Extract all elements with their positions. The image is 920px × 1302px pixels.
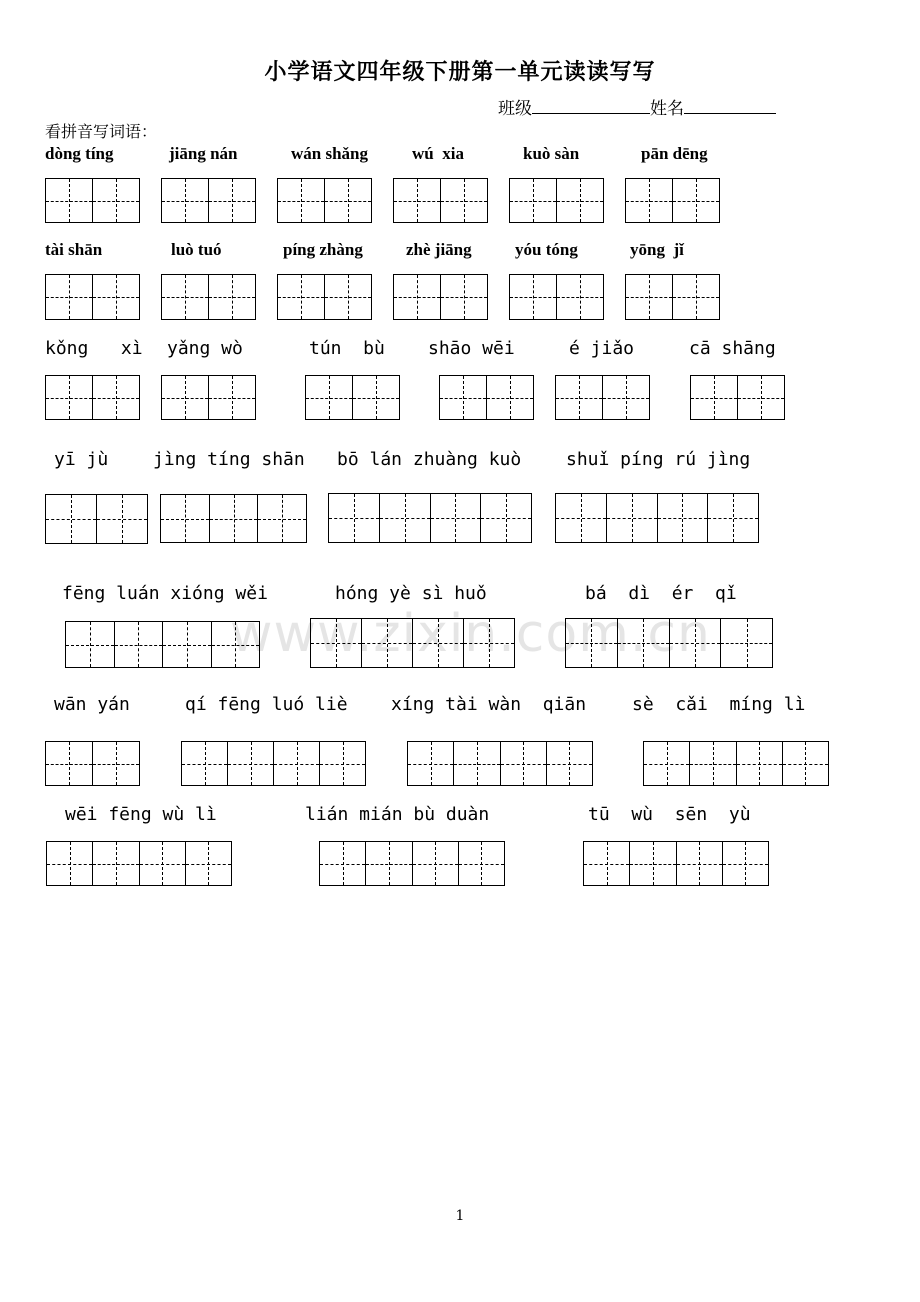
grid-cell[interactable] <box>274 742 320 785</box>
grid-cell[interactable] <box>162 275 209 319</box>
grid-cell[interactable] <box>556 376 603 419</box>
grid-cell[interactable] <box>161 495 210 542</box>
grid-cell[interactable] <box>394 275 441 319</box>
grid-cell[interactable] <box>278 275 325 319</box>
grid-cell[interactable] <box>487 376 533 419</box>
pinyin-label: fēng luán xióng wěi <box>62 583 268 604</box>
writing-grid[interactable] <box>45 274 140 320</box>
pinyin-label: jiāng nán <box>169 144 238 163</box>
grid-cell[interactable] <box>557 275 603 319</box>
pinyin-label: shāo wēi <box>428 338 515 359</box>
grid-cell[interactable] <box>210 495 259 542</box>
writing-grid[interactable] <box>583 841 769 886</box>
grid-cell[interactable] <box>441 179 487 222</box>
watermark: www.zixin.com.cn <box>230 604 711 664</box>
writing-grid[interactable] <box>45 494 148 544</box>
grid-cell[interactable] <box>140 842 186 885</box>
pinyin-label: shuǐ píng rú jìng <box>566 449 751 470</box>
grid-cell[interactable] <box>186 842 231 885</box>
writing-grid[interactable] <box>305 375 400 420</box>
writing-grid[interactable] <box>160 494 307 543</box>
grid-cell[interactable] <box>431 494 482 542</box>
pinyin-label: wán shǎng <box>291 144 369 163</box>
grid-cell[interactable] <box>320 842 366 885</box>
grid-cell[interactable] <box>454 742 500 785</box>
grid-cell[interactable] <box>630 842 676 885</box>
grid-cell[interactable] <box>93 275 139 319</box>
writing-grid[interactable] <box>509 274 604 320</box>
writing-grid[interactable] <box>46 841 232 886</box>
grid-cell[interactable] <box>441 275 487 319</box>
grid-cell[interactable] <box>163 622 212 667</box>
class-label: 班级 <box>498 99 532 119</box>
writing-grid[interactable] <box>65 621 260 668</box>
writing-grid[interactable] <box>310 618 515 668</box>
pinyin-label: yǎng wò <box>167 338 243 359</box>
grid-cell[interactable] <box>366 842 412 885</box>
grid-cell[interactable] <box>325 275 371 319</box>
pinyin-label: lián mián bù duàn <box>305 804 490 825</box>
writing-grid[interactable] <box>690 375 785 420</box>
pinyin-label: yóu tóng <box>515 240 578 259</box>
writing-grid[interactable] <box>45 375 140 420</box>
grid-cell[interactable] <box>93 842 139 885</box>
writing-grid[interactable] <box>45 741 140 786</box>
grid-cell[interactable] <box>738 376 784 419</box>
grid-cell[interactable] <box>97 495 147 543</box>
pinyin-label: jìng tíng shān <box>153 449 305 470</box>
grid-cell[interactable] <box>182 742 228 785</box>
grid-cell[interactable] <box>413 842 459 885</box>
writing-grid[interactable] <box>407 741 593 786</box>
student-info <box>498 94 776 119</box>
pinyin-label: tún bù <box>309 338 385 359</box>
instruction: 看拼音写词语： <box>45 122 158 141</box>
writing-grid[interactable] <box>393 274 488 320</box>
grid-cell[interactable] <box>93 376 139 419</box>
grid-cell[interactable] <box>584 842 630 885</box>
writing-grid[interactable] <box>328 493 532 543</box>
writing-grid[interactable] <box>319 841 505 886</box>
grid-cell[interactable] <box>66 622 115 667</box>
pinyin-label: cā shāng <box>689 338 776 359</box>
page-number: 1 <box>455 1208 465 1224</box>
grid-cell[interactable] <box>547 742 592 785</box>
grid-cell[interactable] <box>362 619 413 667</box>
grid-cell[interactable] <box>93 179 139 222</box>
pinyin-label: tū wù sēn yù <box>588 804 751 825</box>
grid-cell[interactable] <box>325 179 371 222</box>
grid-cell[interactable] <box>556 494 607 542</box>
grid-cell[interactable] <box>209 179 255 222</box>
grid-cell[interactable] <box>380 494 431 542</box>
grid-cell[interactable] <box>162 376 209 419</box>
grid-cell[interactable] <box>670 619 722 667</box>
writing-grid[interactable] <box>161 178 256 223</box>
writing-grid[interactable] <box>509 178 604 223</box>
grid-cell[interactable] <box>209 275 255 319</box>
grid-cell[interactable] <box>459 842 504 885</box>
grid-cell[interactable] <box>557 179 603 222</box>
name-blank[interactable] <box>684 97 776 114</box>
grid-cell[interactable] <box>510 275 557 319</box>
grid-cell[interactable] <box>46 742 93 785</box>
pinyin-label: é jiǎo <box>569 338 635 359</box>
grid-cell[interactable] <box>212 622 260 667</box>
class-blank[interactable] <box>532 97 650 114</box>
pinyin-label: kuò sàn <box>523 144 580 163</box>
grid-cell[interactable] <box>723 842 768 885</box>
pinyin-label: yōng jǐ <box>630 240 684 259</box>
grid-cell[interactable] <box>481 494 531 542</box>
pinyin-label: tài shān <box>45 240 103 259</box>
grid-cell[interactable] <box>690 742 736 785</box>
grid-cell[interactable] <box>566 619 618 667</box>
grid-cell[interactable] <box>306 376 353 419</box>
grid-cell[interactable] <box>115 622 164 667</box>
writing-grid[interactable] <box>439 375 534 420</box>
grid-cell[interactable] <box>783 742 828 785</box>
grid-cell[interactable] <box>603 376 649 419</box>
pinyin-label: qí fēng luó liè <box>185 694 348 715</box>
name-label: 姓名 <box>650 99 684 119</box>
pinyin-label: píng zhàng <box>283 240 363 259</box>
pinyin-label: wēi fēng wù lì <box>65 804 217 825</box>
writing-grid[interactable] <box>555 493 759 543</box>
grid-cell[interactable] <box>464 619 514 667</box>
grid-cell[interactable] <box>46 376 93 419</box>
pinyin-label: yī jù <box>54 449 109 470</box>
grid-cell[interactable] <box>658 494 709 542</box>
writing-grid[interactable] <box>643 741 829 786</box>
grid-cell[interactable] <box>93 742 139 785</box>
writing-grid[interactable] <box>161 375 256 420</box>
grid-cell[interactable] <box>311 619 362 667</box>
grid-cell[interactable] <box>501 742 547 785</box>
writing-grid[interactable] <box>45 178 140 223</box>
pinyin-label: dòng tíng <box>45 144 114 163</box>
grid-cell[interactable] <box>353 376 399 419</box>
grid-cell[interactable] <box>440 376 487 419</box>
grid-cell[interactable] <box>510 179 557 222</box>
grid-cell[interactable] <box>46 179 93 222</box>
pinyin-label: xíng tài wàn qiān <box>391 694 587 715</box>
pinyin-label: bō lán zhuàng kuò <box>337 449 522 470</box>
pinyin-label: wú xia <box>412 144 464 163</box>
grid-cell[interactable] <box>258 495 306 542</box>
pinyin-label: wān yán <box>54 694 130 715</box>
grid-cell[interactable] <box>47 842 93 885</box>
grid-cell[interactable] <box>721 619 772 667</box>
grid-cell[interactable] <box>278 179 325 222</box>
writing-grid[interactable] <box>277 274 372 320</box>
writing-grid[interactable] <box>393 178 488 223</box>
writing-grid[interactable] <box>277 178 372 223</box>
grid-cell[interactable] <box>626 179 673 222</box>
grid-cell[interactable] <box>626 275 673 319</box>
grid-cell[interactable] <box>209 376 255 419</box>
grid-cell[interactable] <box>673 275 719 319</box>
pinyin-label: sè cǎi míng lì <box>632 694 806 715</box>
grid-cell[interactable] <box>677 842 723 885</box>
pinyin-label: luò tuó <box>171 240 222 259</box>
grid-cell[interactable] <box>320 742 365 785</box>
grid-cell[interactable] <box>46 495 97 543</box>
writing-grid[interactable] <box>565 618 773 668</box>
grid-cell[interactable] <box>408 742 454 785</box>
writing-grid[interactable] <box>555 375 650 420</box>
pinyin-label: kǒng xì <box>45 338 143 359</box>
pinyin-label: hóng yè sì huǒ <box>335 583 487 604</box>
grid-cell[interactable] <box>607 494 658 542</box>
writing-grid[interactable] <box>625 178 720 223</box>
grid-cell[interactable] <box>673 179 719 222</box>
grid-cell[interactable] <box>708 494 758 542</box>
grid-cell[interactable] <box>228 742 274 785</box>
grid-cell[interactable] <box>394 179 441 222</box>
grid-cell[interactable] <box>46 275 93 319</box>
grid-cell[interactable] <box>329 494 380 542</box>
grid-cell[interactable] <box>691 376 738 419</box>
grid-cell[interactable] <box>162 179 209 222</box>
page-title: 小学语文四年级下册第一单元读读写写 <box>264 60 656 85</box>
grid-cell[interactable] <box>413 619 464 667</box>
grid-cell[interactable] <box>737 742 783 785</box>
pinyin-label: zhè jiāng <box>406 240 472 259</box>
grid-cell[interactable] <box>618 619 670 667</box>
pinyin-label: bá dì ér qǐ <box>585 583 737 604</box>
pinyin-label: pān dēng <box>641 144 708 163</box>
writing-grid[interactable] <box>181 741 366 786</box>
writing-grid[interactable] <box>625 274 720 320</box>
writing-grid[interactable] <box>161 274 256 320</box>
grid-cell[interactable] <box>644 742 690 785</box>
